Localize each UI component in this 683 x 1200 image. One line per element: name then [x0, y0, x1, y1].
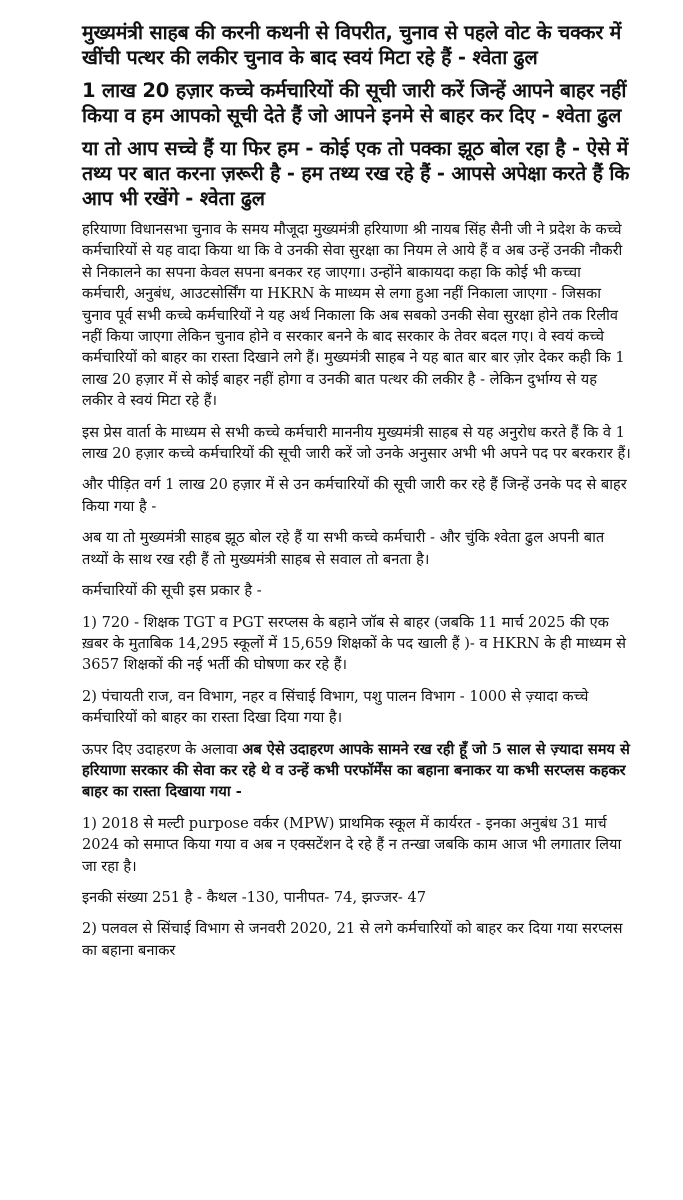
list-item-2: 2) पंचायती राज, वन विभाग, नहर व सिंचाई विभाग, पशु पालन विभाग - 1000 से ज़्यादा कच्चे कर्मचारियों को बाहर का रास्ता दिखा दिया गया है।	[82, 687, 589, 727]
body-paragraph-4: अब या तो मुख्यमंत्री साहब झूठ बोल रहे हैं या सभी कच्चे कर्मचारी - और चुंकि श्वेता ढुल अपनी बात तथ्यों के साथ रख रही हैं तो मुख्यमंत्री साहब से सवाल तो बनता है।	[82, 529, 605, 568]
list-intro: कर्मचारियों की सूची इस प्रकार है -	[82, 582, 262, 600]
examples-paragraph	[82, 739, 631, 803]
headline-2: 1 लाख 20 हज़ार कच्चे कर्मचारियों की सूची जारी करें जिन्हें आपने बाहर नहीं किया व हम आपको सूची देते हैं जो आपने इनमे से बाहर कर दिए - श्वेता ढुल	[82, 79, 627, 127]
list-item-1: 1) 720 - शिक्षक TGT व PGT सरप्लस के बहाने जॉब से बाहर (जबकि 11 मार्च 2025 की एक ख़बर के मुताबिक 14,295 स्कूलों में 15,659 शिक्षकों के पद खाली हैं )- व HKRN के ही माध्यम से 3657 शिक्षकों की नई भर्ती की घोषणा कर रहे हैं।	[82, 613, 626, 674]
example-item-2: 2) पलवल से सिंचाई विभाग से जनवरी 2020, 21 से लगे कर्मचारियों को बाहर कर दिया गया सरप्लस का बहाना बनाकर	[82, 920, 623, 959]
body-paragraph-2: इस प्रेस वार्ता के माध्यम से सभी कच्चे कर्मचारी माननीय मुख्यमंत्री साहब से यह अनुरोध करते हैं कि वे 1 लाख 20 हज़ार कच्चे कर्मचारियों की सूची जारी करें जो उनके अनुसार अभी भी अपने पद पर बरकरार हैं।	[82, 423, 631, 463]
body-paragraph-1: हरियाणा विधानसभा चुनाव के समय मौजूदा मुख्यमंत्री हरियाणा श्री नायब सिंह सैनी जी ने प्रदेश के कच्चे कर्मचारियों से यह वादा किया था कि वे उनकी सेवा सुरक्षा का नियम ले आये हैं व अब उन्हें उनकी नौकरी से निकालने का सपना केवल सपना बनकर रह जाएगा। उन्होंने बाकायदा कहा कि कोई भी कच्चा कर्मचारी, अनुबंध, आउटसोर्सिंग या HKRN के माध्यम से लगा हुआ नहीं निकाला जाएगा - जिसका चुनाव पूर्व सभी कच्चे कर्मचारियों ने यह अर्थ निकाला कि अब सबको उनकी सेवा सुरक्षा होने तक रिलीव नहीं किया जाएगा लेकिन चुनाव होने व सरकार बनने के बाद सरकार के तेवर बदल गए। वे स्वयं कच्चे कर्मचारियों को बाहर का रास्ता दिखाने लगे हैं। मुख्यमंत्री साहब ने यह बात बार बार ज़ोर देकर कही कि 1 लाख 20 हज़ार में से कोई बाहर नहीं होगा व उनकी बात पत्थर की लकीर है - लेकिन दुर्भाग्य से यह लकीर वे स्वयं मिटा रहे हैं।	[82, 221, 625, 410]
example-count: इनकी संख्या 251 है - कैथल -130, पानीपत- 74, झज्जर- 47	[82, 888, 427, 906]
headline-1: मुख्यमंत्री साहब की करनी कथनी से विपरीत, चुनाव से पहले वोट के चक्कर में खींची पत्थर की लकीर चुनाव के बाद स्वयं मिटा रहे हैं - श्वेता ढुल	[82, 21, 622, 69]
examples-lead: ऊपर दिए उदाहरण के अलावा	[82, 740, 243, 758]
example-item-1: 1) 2018 से मल्टी purpose वर्कर (MPW) प्राथमिक स्कूल में कार्यरत - इनका अनुबंध 31 मार्च 2024 को समाप्त किया गया व अब न एक्सटेंशन दे रहे हैं न तन्खा जबकि काम आज भी लगातार लिया जा रहा है।	[82, 814, 622, 875]
body-paragraph-3: और पीड़ित वर्ग 1 लाख 20 हज़ार में से उन कर्मचारियों की सूची जारी कर रहे हैं जिन्हें उनके पद से बाहर किया गया है -	[82, 476, 627, 515]
examples-bold: अब ऐसे उदाहरण आपके सामने रख रही हूँ जो 5 साल से ज़्यादा समय से हरियाणा सरकार की सेवा कर रहे थे व उन्हें कभी परफॉर्मेंस का बहाना बनाकर या कभी सरप्लस कहकर बाहर का रास्ता दिखाया गया -	[82, 740, 630, 801]
headline-3: या तो आप सच्चे हैं या फिर हम - कोई एक तो पक्का झूठ बोल रहा है - ऐसे में तथ्य पर बात करना ज़रूरी है - हम तथ्य रख रहे हैं - आपसे अपेक्षा करते हैं कि आप भी रखेंगे - श्वेता ढुल	[82, 137, 630, 210]
